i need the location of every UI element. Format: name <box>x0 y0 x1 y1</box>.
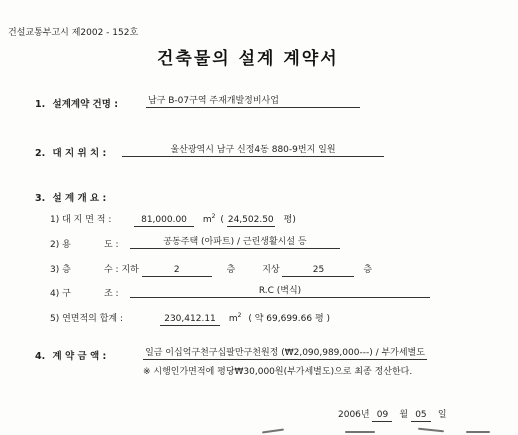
item1-label: 설계계약 건명 : <box>52 99 119 110</box>
site-area-unit: m <box>202 215 212 225</box>
page-title: 건축물의 설계 계약서 <box>157 49 339 69</box>
item4-row <box>35 348 106 362</box>
item3-number: 3. <box>35 193 46 204</box>
item4-number: 4. <box>35 351 46 362</box>
site-area-pyeong: 24,502.50 <box>227 215 274 225</box>
item4-value-wrap <box>143 348 427 360</box>
structure-label: 4) 구 <box>50 289 71 299</box>
floors-label: 3) 층 <box>50 265 71 275</box>
use-label-2: 도 : <box>104 240 119 250</box>
site-area-label: 1) 대 지 면 적 : <box>50 215 112 225</box>
date-month-unit: 월 <box>399 410 409 420</box>
total-area-pyeong: ( 약 69,699.66 평 ) <box>248 314 331 324</box>
item3-label: 설 계 개 요 : <box>52 193 107 204</box>
item2-label: 대 지 위 치 : <box>52 148 107 159</box>
floors-below-label: 지하 <box>121 265 139 275</box>
use-label: 2) 용 <box>50 240 71 250</box>
site-area-value: 81,000.00 <box>134 215 194 227</box>
site-area-open-paren: ( <box>220 215 224 225</box>
contract-date <box>338 407 447 422</box>
site-area-pyeong-unit: 평) <box>283 215 296 225</box>
floors-row <box>104 262 372 277</box>
item2-number: 2. <box>35 148 46 159</box>
structure-label-2: 조 : <box>104 289 119 299</box>
item1-row <box>35 96 118 110</box>
floors-below-value: 2 <box>142 265 212 277</box>
floors-above-label: 지상 <box>262 265 280 275</box>
item3-row <box>35 190 106 204</box>
site-area-unit-sup: 2 <box>211 213 216 220</box>
item2-row <box>35 145 106 159</box>
item4-value: 일금 이십억구천구십팔만구천원정 (₩2,090,989,000---) / 부가세별도 <box>143 348 427 360</box>
total-area-unit: m <box>228 314 238 324</box>
date-day-unit: 일 <box>437 410 447 420</box>
item1-value-wrap <box>146 96 360 108</box>
use-value-wrap <box>130 237 340 249</box>
floors-label-2: 수 : <box>104 265 119 275</box>
item2-value-wrap <box>122 145 384 157</box>
item4-label: 계 약 금 액 : <box>52 351 107 362</box>
date-year: 2006년 <box>338 410 370 420</box>
date-day: 05 <box>411 410 431 422</box>
floors-below-unit: 층 <box>226 265 236 275</box>
item1-number: 1. <box>35 99 46 110</box>
total-area-value: 230,412.11 <box>160 314 220 326</box>
total-area-label: 5) 연면적의 합계 : <box>50 314 124 324</box>
floors-above-unit: 층 <box>363 265 373 275</box>
settlement-note: ※ 시행인가면적에 평당₩30,000원(부가세별도)으로 최종 정산한다. <box>143 367 413 377</box>
item2-value: 울산광역시 남구 신정4동 880-9번지 일원 <box>122 145 384 157</box>
floors-above-value: 25 <box>282 265 354 277</box>
total-area-row <box>160 311 330 326</box>
total-area-unit-sup: 2 <box>237 312 242 319</box>
structure-value-wrap <box>130 286 430 298</box>
notice-number: 건설교통부고시 제2002 - 152호 <box>8 28 139 38</box>
item1-value: 남구 B-07구역 주재개발정비사업 <box>146 96 360 108</box>
date-month: 09 <box>372 410 392 422</box>
structure-value: R.C (벽식) <box>130 286 430 298</box>
use-value: 공동주택 (아파트) / 근린생활시설 등 <box>130 237 340 249</box>
site-area-row <box>134 212 296 227</box>
